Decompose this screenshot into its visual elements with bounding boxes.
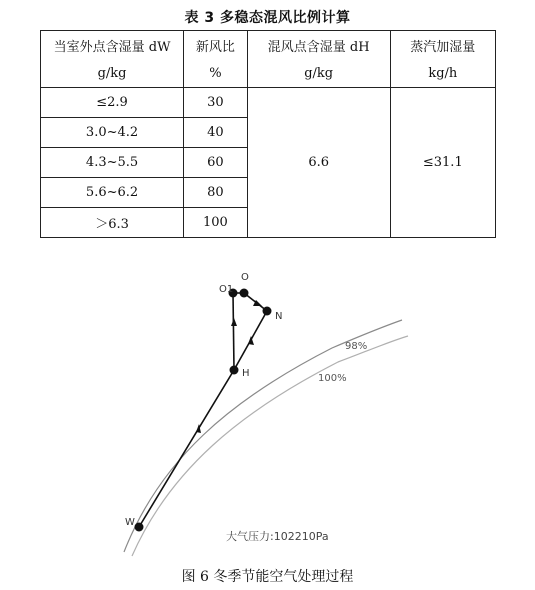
header-dh: 混风点含湿量 dH (247, 31, 390, 60)
point-w (135, 523, 144, 532)
arrow-mark-icon (231, 318, 237, 326)
label-o1: O1 (219, 284, 234, 295)
table-title: 表 3 多稳态混风比例计算 (184, 10, 351, 26)
header-ratio: 新风比 (184, 31, 248, 60)
cell-ratio: 100 (184, 208, 248, 238)
point-n (263, 307, 272, 316)
cell-steam-merged: ≤31.1 (390, 88, 495, 238)
mixing-ratio-table (40, 30, 496, 238)
cell-ratio: 80 (184, 178, 248, 208)
header-steam: 蒸汽加湿量 (390, 31, 495, 60)
line-h-to-o1 (233, 293, 234, 370)
pressure-note: 大气压力:102210Pa (226, 530, 329, 543)
cell-ratio: 30 (184, 88, 248, 118)
cell-ratio: 40 (184, 118, 248, 148)
cell-dw: ≤2.9 (41, 88, 184, 118)
point-h (230, 366, 239, 375)
unit-dw: g/kg (41, 59, 184, 88)
unit-steam: kg/h (390, 59, 495, 88)
label-h: H (242, 368, 250, 379)
rh-100-curve (132, 336, 408, 556)
cell-dw: 5.6~6.2 (41, 178, 184, 208)
unit-ratio: % (184, 59, 248, 88)
cell-dh-merged: 6.6 (247, 88, 390, 238)
cell-dw: 3.0~4.2 (41, 118, 184, 148)
header-dw: 当室外点含湿量 dW (41, 31, 184, 60)
figure-caption: 图 6 冬季节能空气处理过程 (181, 569, 354, 585)
label-rh-100: 100% (318, 373, 347, 384)
psychrometric-process-diagram (0, 260, 535, 560)
header-row-units (41, 59, 496, 88)
label-w: W (125, 517, 135, 528)
cell-dw: 4.3~5.5 (41, 148, 184, 178)
header-row-names (41, 31, 496, 60)
cell-dw: ＞6.3 (41, 208, 184, 238)
cell-ratio: 60 (184, 148, 248, 178)
line-w-to-h (139, 370, 234, 527)
label-n: N (275, 311, 283, 322)
table-row (41, 88, 496, 118)
label-o: O (241, 272, 249, 283)
point-o (240, 289, 249, 298)
unit-dh: g/kg (247, 59, 390, 88)
label-rh-98: 98% (345, 341, 368, 352)
rh-98-curve (124, 320, 402, 552)
